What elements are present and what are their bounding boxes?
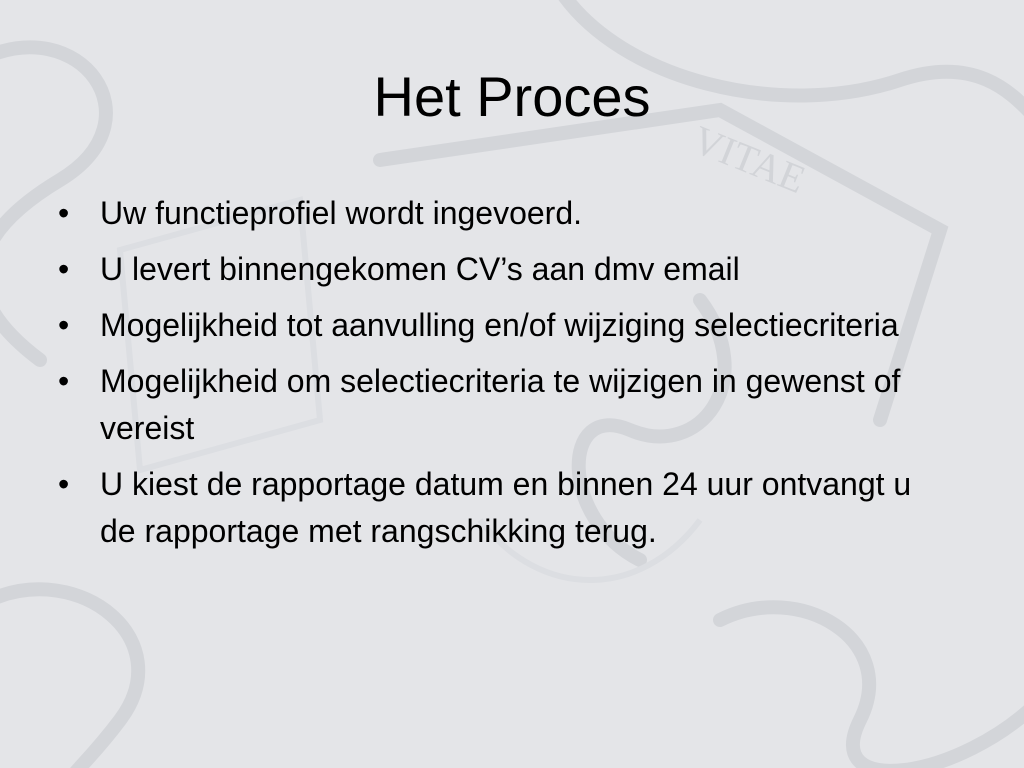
bullet-list: [58, 190, 938, 564]
list-item: [58, 461, 938, 555]
bullet-marker: •: [58, 307, 70, 343]
bullet-text: Mogelijkheid tot aanvulling en/of wijziging selectiecriteria: [100, 307, 899, 343]
list-item: [58, 358, 938, 452]
bullet-marker: •: [58, 363, 70, 399]
bullet-text: U levert binnengekomen CV’s aan dmv email: [100, 251, 740, 287]
list-item: [58, 190, 938, 237]
bullet-marker: •: [58, 195, 70, 231]
bullet-text: Mogelijkheid om selectiecriteria te wijzigen in gewenst of vereist: [100, 363, 901, 446]
list-item: [58, 246, 938, 293]
list-item: [58, 302, 938, 349]
bullet-text: U kiest de rapportage datum en binnen 24 uur ontvangt u de rapportage met rangschikking terug.: [100, 466, 912, 549]
slide-title: Het Proces: [373, 65, 651, 128]
bullet-text: Uw functieprofiel wordt ingevoerd.: [100, 195, 583, 231]
bullet-marker: •: [58, 251, 70, 287]
svg-text:VITAE: VITAE: [686, 116, 812, 203]
bullet-marker: •: [58, 466, 70, 502]
